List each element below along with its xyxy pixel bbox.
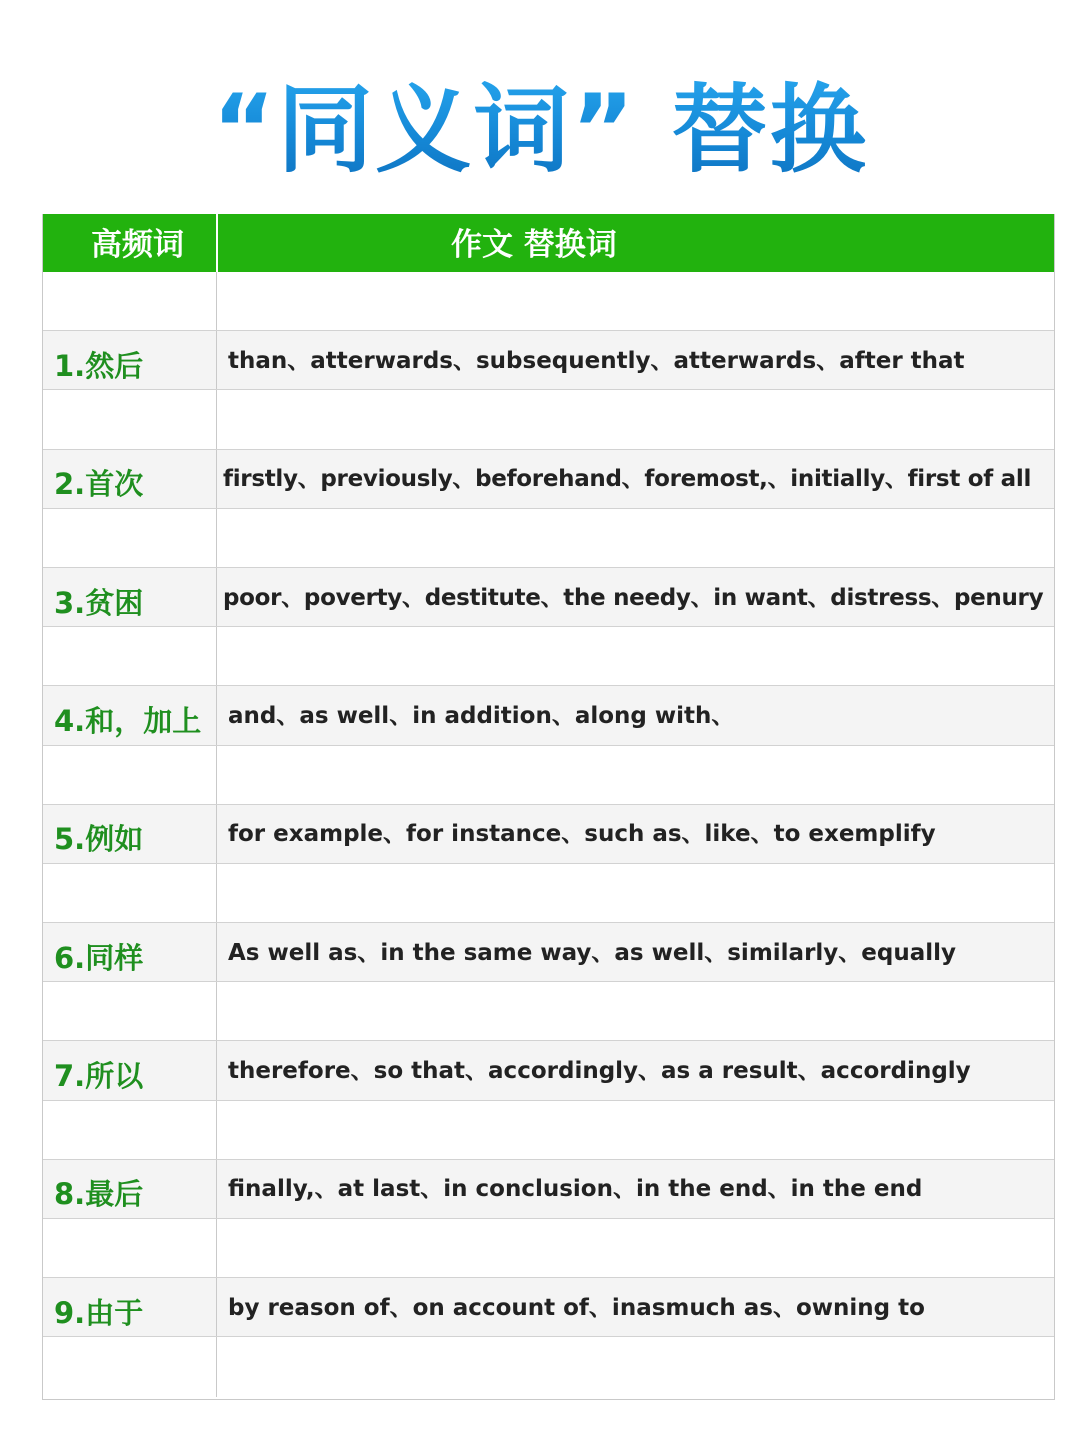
word-cell: 5.例如	[43, 805, 217, 863]
synonyms-cell: and、as well、in addition、along with、	[228, 702, 735, 729]
spacer-cell	[217, 390, 1054, 448]
synonyms-cell: firstly、previously、beforehand、foremost,、initially、first of all	[223, 466, 1032, 493]
spacer-cell	[43, 1101, 217, 1159]
synonyms-cell: As well as、in the same way、as well、similarly、equally	[228, 939, 957, 966]
spacer-cell	[217, 864, 1054, 922]
header-high-frequency-word: 高频词	[43, 214, 218, 272]
spacer-row	[43, 390, 1054, 449]
spacer-cell	[217, 1219, 1054, 1277]
spacer-cell	[43, 982, 217, 1040]
spacer-row	[43, 1101, 1054, 1160]
page-title: “同义词” 替换	[0, 70, 1080, 190]
table-row	[43, 1041, 1054, 1100]
spacer-row	[43, 1337, 1054, 1396]
table-row	[43, 1160, 1054, 1219]
synonyms-cell: by reason of、on account of、inasmuch as、owning to	[228, 1294, 925, 1321]
synonym-table	[42, 214, 1055, 1400]
word-cell: 2.首次	[43, 450, 217, 508]
spacer-cell	[217, 509, 1054, 567]
table-header	[43, 214, 1054, 272]
synonyms-cell: therefore、so that、accordingly、as a result、accordingly	[228, 1058, 971, 1085]
synonyms-cell: poor、poverty、destitute、the needy、in want、distress、penury	[223, 584, 1044, 611]
word-cell: 7.所以	[43, 1041, 217, 1099]
word-cell: 1.然后	[43, 331, 217, 389]
word-cell: 9.由于	[43, 1278, 217, 1336]
synonyms-cell: for example、for instance、such as、like、to exemplify	[228, 821, 936, 848]
spacer-cell	[217, 1101, 1054, 1159]
spacer-cell	[43, 390, 217, 448]
synonyms-cell: than、atterwards、subsequently、atterwards、after that	[228, 347, 965, 374]
spacer-cell	[217, 746, 1054, 804]
spacer-cell	[43, 272, 217, 330]
spacer-cell	[43, 746, 217, 804]
header-replacement-words: 作文 替换词	[451, 227, 617, 263]
spacer-cell	[217, 627, 1054, 685]
spacer-row	[43, 272, 1054, 331]
word-cell: 8.最后	[43, 1160, 217, 1218]
table-row	[43, 450, 1054, 509]
spacer-row	[43, 746, 1054, 805]
spacer-cell	[43, 509, 217, 567]
word-cell: 3.贫困	[43, 568, 217, 626]
word-cell: 4.和，加上	[43, 686, 217, 744]
spacer-row	[43, 982, 1054, 1041]
table-row	[43, 331, 1054, 390]
spacer-row	[43, 627, 1054, 686]
spacer-row	[43, 509, 1054, 568]
table-row	[43, 1278, 1054, 1337]
synonyms-cell: finally,、at last、in conclusion、in the end、in the end	[228, 1176, 923, 1203]
spacer-cell	[217, 1337, 1054, 1396]
spacer-row	[43, 864, 1054, 923]
word-cell: 6.同样	[43, 923, 217, 981]
table-row	[43, 568, 1054, 627]
spacer-cell	[217, 272, 1054, 330]
table-row	[43, 805, 1054, 864]
spacer-cell	[43, 864, 217, 922]
spacer-cell	[43, 627, 217, 685]
spacer-cell	[43, 1337, 217, 1396]
table-row	[43, 686, 1054, 745]
spacer-cell	[43, 1219, 217, 1277]
spacer-row	[43, 1219, 1054, 1278]
table-body	[43, 272, 1054, 1397]
spacer-cell	[217, 982, 1054, 1040]
table-row	[43, 923, 1054, 982]
